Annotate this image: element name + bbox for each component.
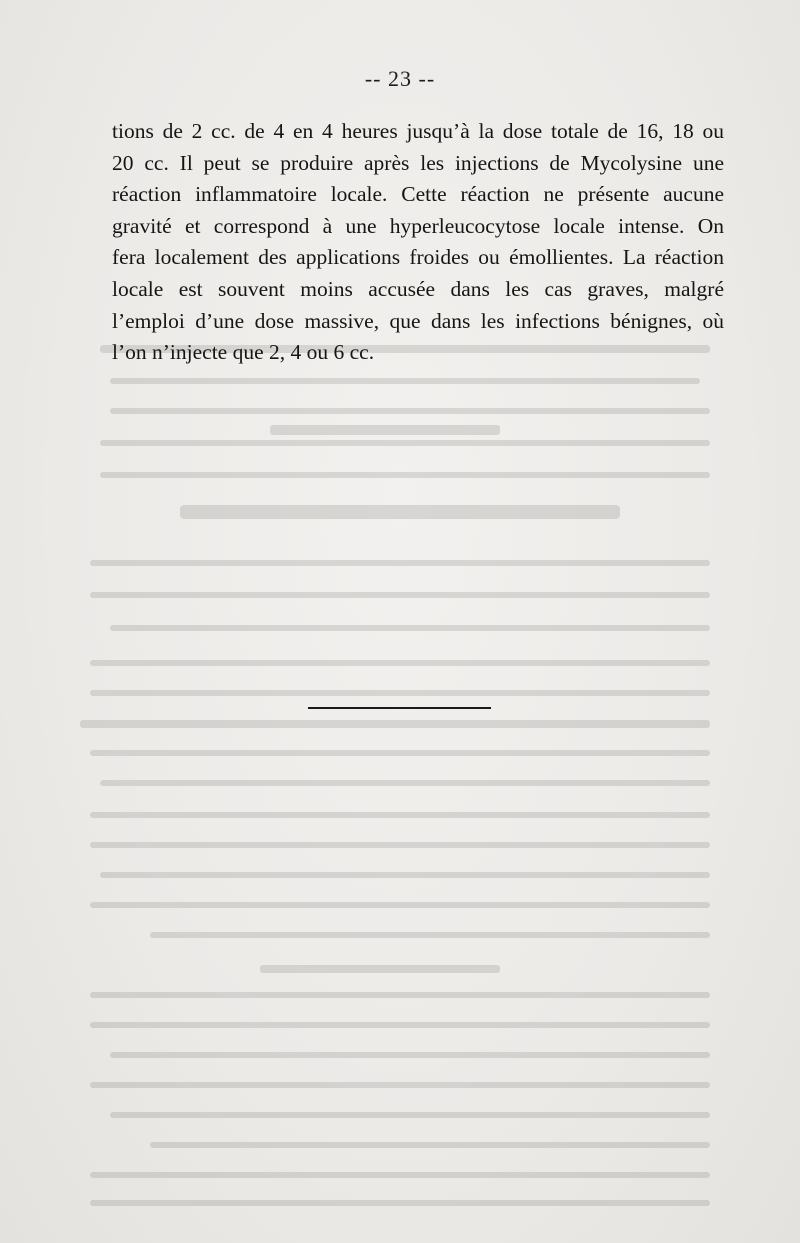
text-line: 20 cc. Il peut se produire après les injections de Mycolysine une (112, 150, 724, 175)
page-number: -- 23 -- (364, 66, 436, 91)
text-line: locale est souvent moins accusée dans les cas graves, malgré (112, 276, 724, 301)
body-text (112, 116, 724, 369)
text-line: réaction inflammatoire locale. Cette réaction ne présente aucune (112, 182, 724, 207)
text-line: l’emploi d’une dose massive, que dans les infections bénignes, où (112, 308, 724, 333)
text-line: gravité et correspond à une hyperleucocytose locale intense. On (112, 213, 724, 238)
text-line: fera localement des applications froides ou émollientes. La réaction (112, 245, 724, 270)
section-divider (308, 707, 491, 709)
text-line: l’on n’injecte que 2, 4 ou 6 cc. (112, 340, 375, 365)
text-line: tions de 2 cc. de 4 en 4 heures jusqu’à la dose totale de 16, 18 ou (112, 119, 724, 143)
